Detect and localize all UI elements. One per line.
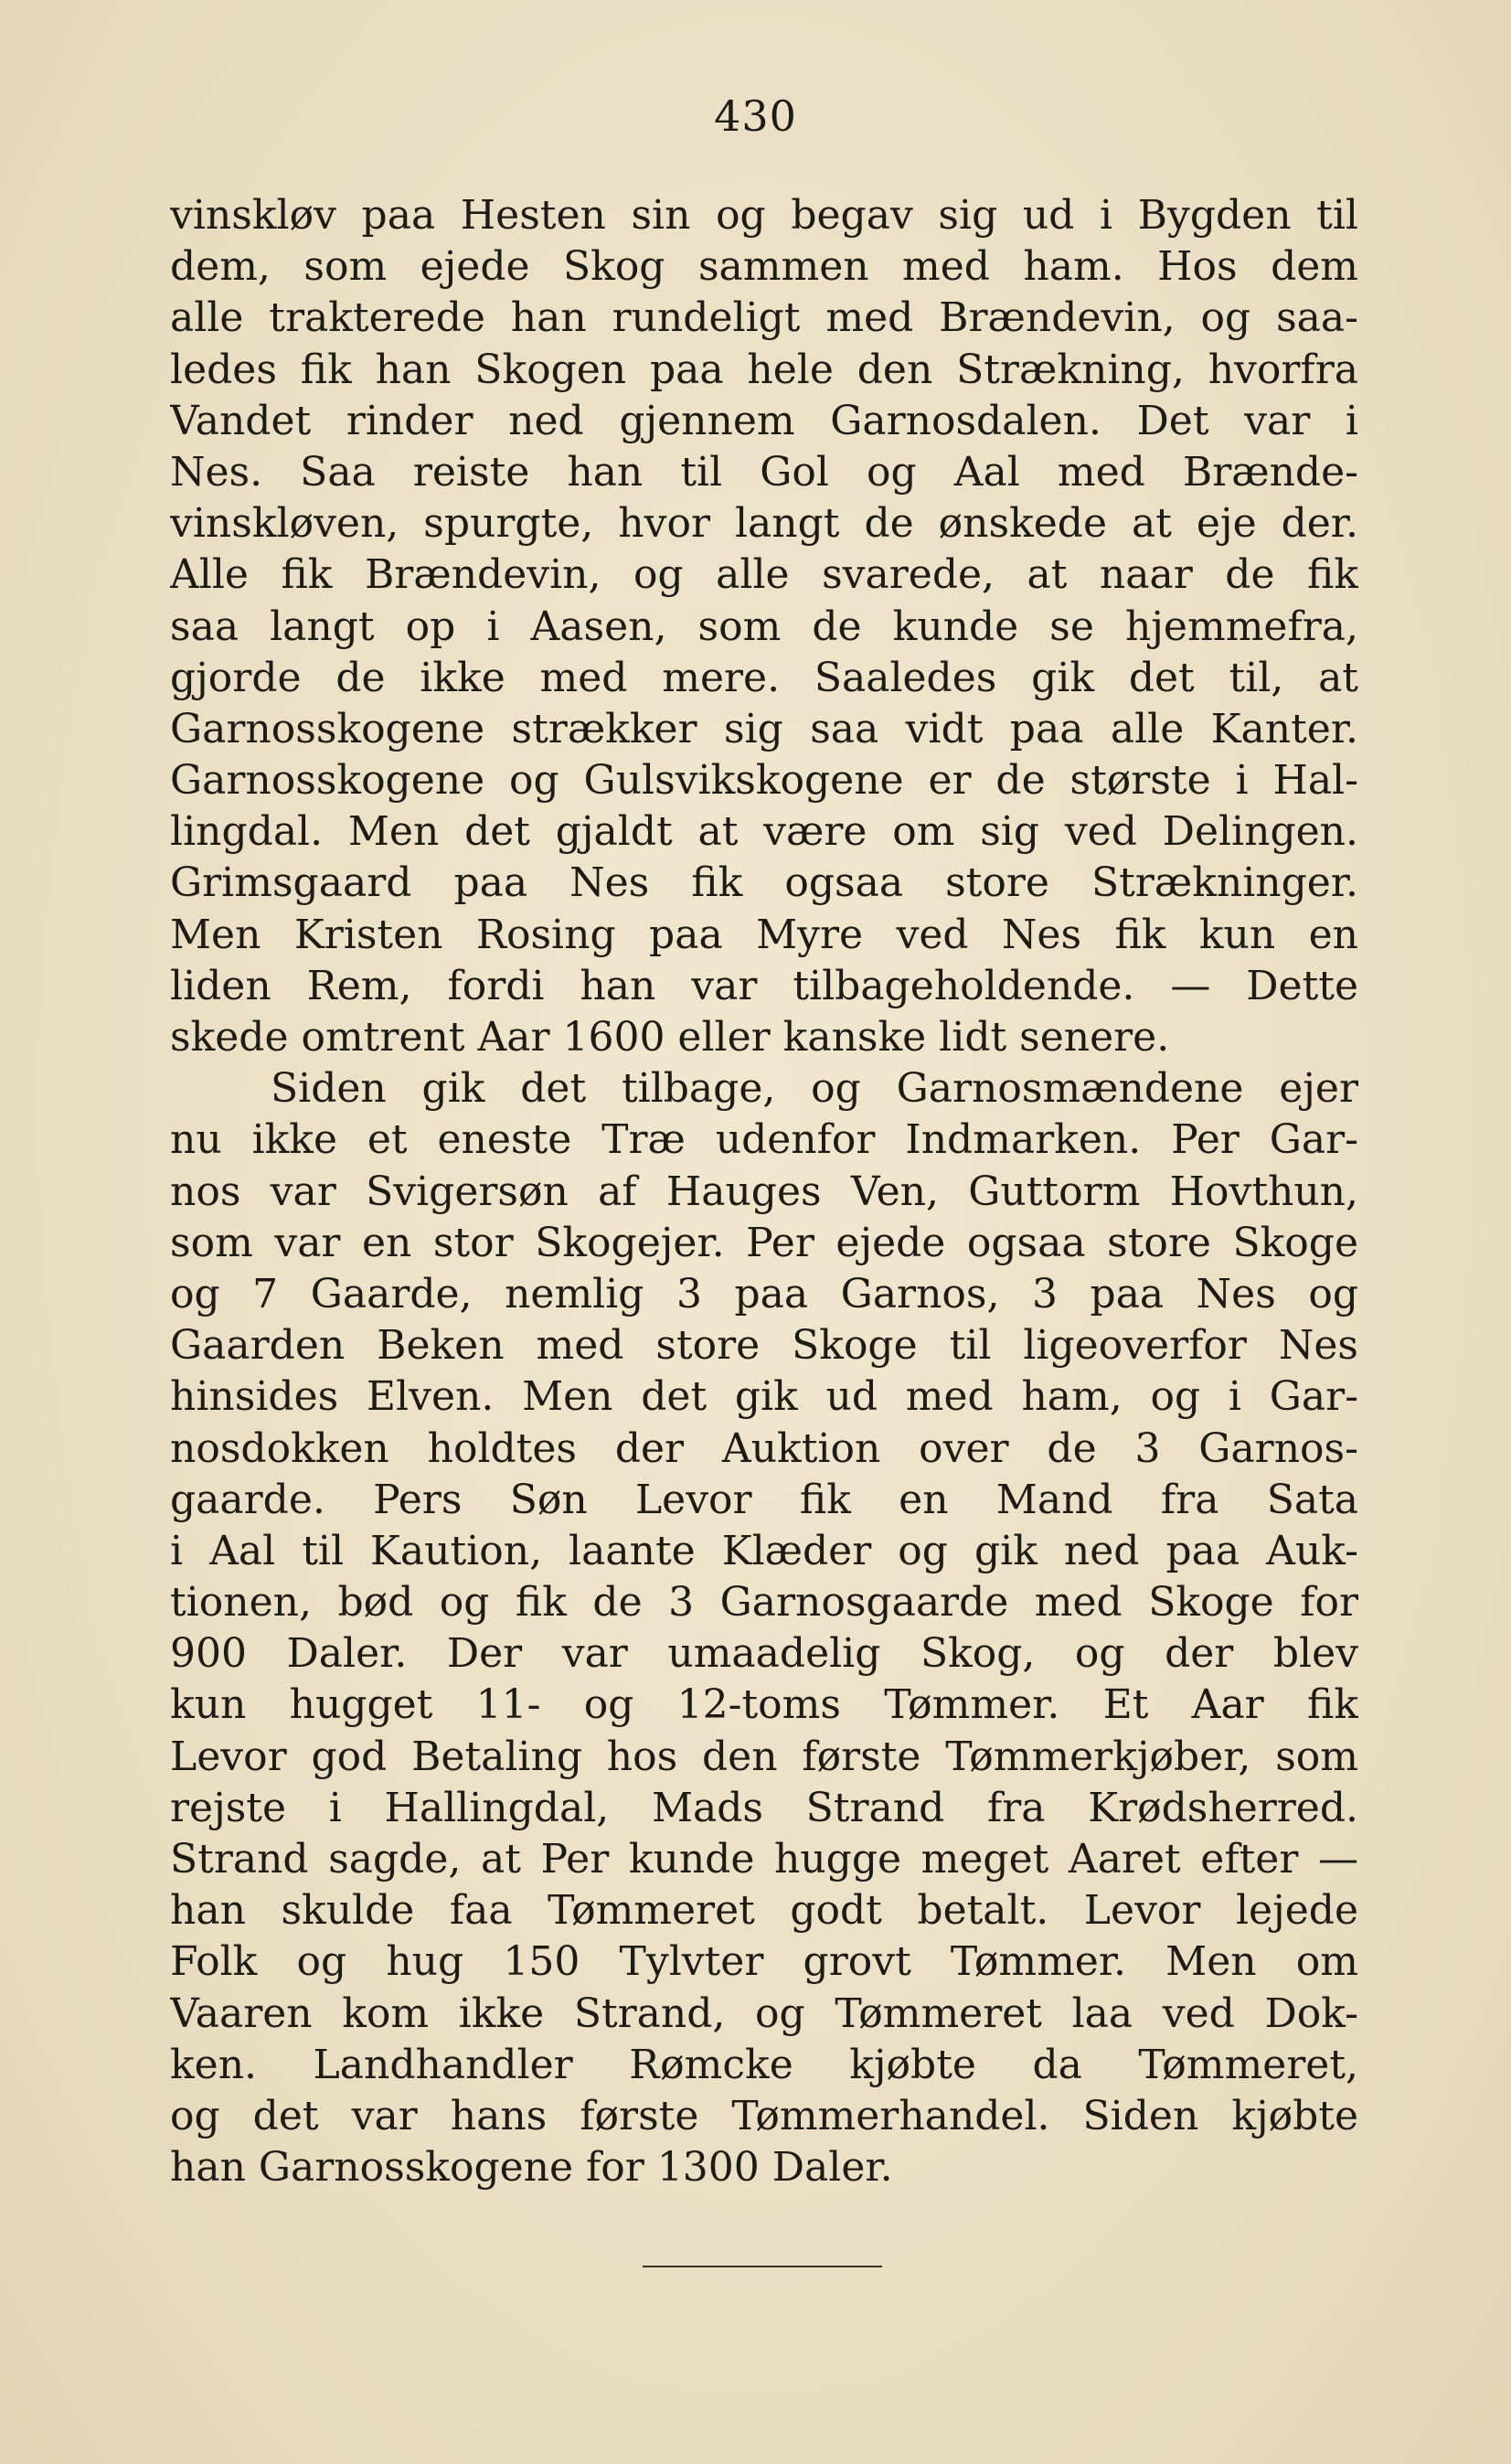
text-line: nosdokken holdtes der Auktion over de 3 Garnos-: [170, 1424, 1358, 1472]
text-line: hinsides Elven. Men det gik ud med ham, og i Gar-: [170, 1373, 1358, 1421]
page-number: 430: [714, 91, 797, 141]
text-line: vinskløven, spurgte, hvor langt de ønskede at eje der.: [170, 500, 1358, 548]
text-line: i Aal til Kaution, laante Klæder og gik ned paa Auk-: [170, 1527, 1358, 1574]
text-line: ken. Landhandler Rømcke kjøbte da Tømmeret,: [170, 2041, 1358, 2088]
text-line: liden Rem, fordi han var tilbageholdende. — Dette: [170, 962, 1358, 1009]
text-line: lingdal. Men det gjaldt at være om sig ved Delingen.: [170, 808, 1358, 856]
text-line: Nes. Saa reiste han til Gol og Aal med Brænde-: [170, 448, 1358, 496]
text-line: Men Kristen Rosing paa Myre ved Nes fik kun en: [170, 911, 1358, 958]
text-line: Strand sagde, at Per kunde hugge meget Aaret efter —: [170, 1836, 1358, 1883]
text-line: skede omtrent Aar 1600 eller kanske lidt senere.: [170, 1014, 1170, 1061]
text-line: saa langt op i Aasen, som de kunde se hjemmefra,: [170, 603, 1358, 650]
text-line: Vaaren kom ikke Strand, og Tømmeret laa ved Dok-: [170, 1989, 1358, 2037]
text-line: Garnosskogene strækker sig saa vidt paa alle Kanter.: [170, 705, 1358, 752]
text-line: rejste i Hallingdal, Mads Strand fra Krødsherred.: [170, 1784, 1358, 1831]
text-line: Vandet rinder ned gjennem Garnosdalen. Det var i: [170, 397, 1358, 444]
text-line: Grimsgaard paa Nes fik ogsaa store Strækninger.: [170, 859, 1358, 907]
text-line: dem, som ejede Skog sammen med ham. Hos dem: [170, 243, 1358, 291]
body-text: [170, 190, 1358, 2193]
text-line: Folk og hug 150 Tylvter grovt Tømmer. Men om: [170, 1938, 1358, 1986]
text-line: som var en stor Skogejer. Per ejede ogsaa store Skoge: [170, 1219, 1358, 1266]
paragraph-start-line: Siden gik det tilbage, og Garnosmændene ejer: [271, 1065, 1358, 1113]
text-line: vinskløv paa Hesten sin og begav sig ud i Bygden til: [170, 192, 1358, 239]
text-line: ledes fik han Skogen paa hele den Strækning, hvorfra: [170, 346, 1358, 393]
text-line: nu ikke et eneste Træ udenfor Indmarken. Per Gar-: [170, 1116, 1358, 1164]
text-line: Levor god Betaling hos den første Tømmerkjøber, som: [170, 1733, 1358, 1780]
text-line: og 7 Gaarde, nemlig 3 paa Garnos, 3 paa Nes og: [170, 1270, 1358, 1317]
text-line: kun hugget 11- og 12-toms Tømmer. Et Aar fik: [170, 1681, 1358, 1729]
text-line: Gaarden Beken med store Skoge til ligeoverfor Nes: [170, 1322, 1358, 1370]
text-line: nos var Svigersøn af Hauges Ven, Guttorm Hovthun,: [170, 1168, 1358, 1215]
text-line: han Garnosskogene for 1300 Daler.: [170, 2144, 893, 2192]
text-line: gjorde de ikke med mere. Saaledes gik det til, at: [170, 654, 1358, 701]
text-line: 900 Daler. Der var umaadelig Skog, og der blev: [170, 1630, 1358, 1678]
text-line: Alle fik Brændevin, og alle svarede, at naar de fik: [170, 551, 1358, 599]
text-line: og det var hans første Tømmerhandel. Siden kjøbte: [170, 2092, 1358, 2139]
text-line: Garnosskogene og Gulsvikskogene er de største i Hal-: [170, 757, 1358, 805]
text-line: gaarde. Pers Søn Levor fik en Mand fra Sata: [170, 1476, 1358, 1523]
text-line: tionen, bød og fik de 3 Garnosgaarde med Skoge for: [170, 1579, 1358, 1627]
text-line: han skulde faa Tømmeret godt betalt. Levor lejede: [170, 1887, 1358, 1935]
text-line: alle trakterede han rundeligt med Brændevin, og saa-: [170, 294, 1358, 342]
section-divider: [643, 2266, 882, 2267]
